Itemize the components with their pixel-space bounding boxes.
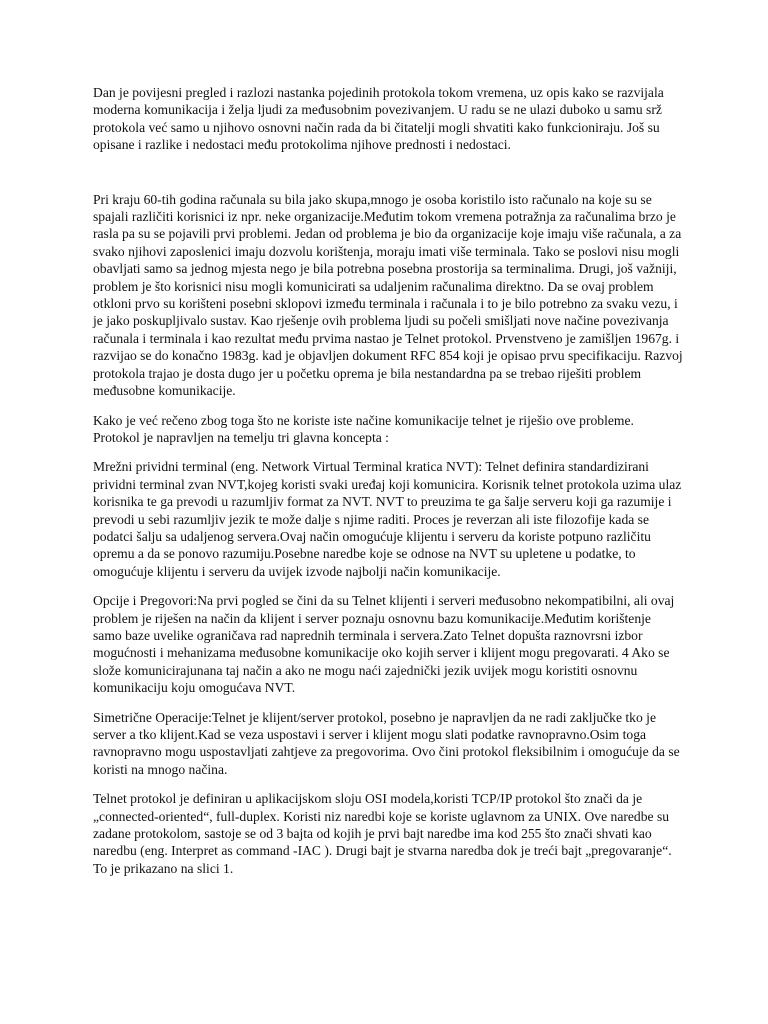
- paragraph-symmetric: Simetrične Operacije:Telnet je klijent/server protokol, posebno je napravljen da ne radi zaključke tko je server a tko klijent.Kad se veza uspostavi i server i klijent mogu slati podatke ravnopravno.Osim toga ravnopravno mogu uspostavljati zahtjeve za pregovorima. Ovo čini protokol fleksibilnim i omogućuje da se koristi na mnogo načina.: [93, 709, 680, 777]
- paragraph-intro: Dan je povijesni pregled i razlozi nastanka pojedinih protokola tokom vremena, uz opis kako se razvijala moderna komunikacija i želja ljudi za međusobnim povezivanjem. U radu se ne ulazi duboko u samu srž protokola već samo u njihovo osnovni način rada da bi čitatelji mogli shvatiti kako funkcioniraju. Još su opisane i razlike i nedostaci među protokolima njihove prednosti i nedostaci.: [93, 85, 664, 153]
- paragraph-options: Opcije i Pregovori:Na prvi pogled se čini da su Telnet klijenti i serveri međusobno nekompatibilni, ali ovaj problem je riješen na način da klijent i server poznaju osnovnu bazu komunikacije.Međutim korištenje samo baze uvelike ograničava rad naprednih terminala i servera.Zato Telnet dopušta raznovrsni izbor mogućnosti i mehanizama međusobne komunikacije oko kojih server i klijent mogu pregovarati. 4 Ako se slože komunicirajunana taj način a ako ne mogu naći zajednički jezik uvijek mogu koristiti osnovnu komunikaciju koju omogućava NVT.: [93, 593, 675, 696]
- paragraph-protocol: Telnet protokol je definiran u aplikacijskom sloju OSI modela,koristi TCP/IP protokol što znači da je „connected-oriented“, full-duplex. Koristi niz naredbi koje se koriste uglavnom za UNIX. Ove naredbe su zadane protokolom, sastoje se od 3 bajta od kojih je prvi bajt naredbe ima kod 255 što znači shvati kao naredbu (eng. Interpret as command -IAC ). Drugi bajt je stvarna naredba dok je treći bajt „pregovaranje“. To je prikazano na slici 1.: [93, 791, 672, 876]
- paragraph-concepts: Kako je već rečeno zbog toga što ne koriste iste načine komunikacije telnet je riješio ove probleme. Protokol je napravljen na temelju tri glavna koncepta :: [93, 412, 634, 445]
- paragraph-nvt: Mrežni prividni terminal (eng. Network Virtual Terminal kratica NVT): Telnet definira standardizirani prividni terminal zvan NVT,kojeg koristi svaki uređaj koji komunicira. Korisnik telnet protokola uzima ulaz korisnika te ga prevodi u razumljiv format za NVT. NVT to preuzima te ga šalje serveru koji ga razumije i prevodi u sebi razumljiv jezik te može dalje s njime raditi. Proces je reverzan ali iste filozofije kada se podatci šalju sa udaljenog servera.Ovaj način omogućuje klijentu i serveru da koriste potpuno različitu opremu a da se ponovo razumiju.Posebne naredbe koje se odnose na NVT su upletene u podatke, to omogućuje klijentu i serveru da uvijek izvode najbolji način komunikacije.: [93, 459, 682, 579]
- document-page: [93, 84, 683, 889]
- paragraph-history: Pri kraju 60-tih godina računala su bila jako skupa,mnogo je osoba koristilo isto računalo na koje su se spajali različiti korisnici iz npr. neke organizacije.Međutim tokom vremena potražnja za računalima brzo je rasla pa su se pojavili prvi problemi. Jedan od problema je bio da organizacije koje imaju više računala, a za svako njihovi zaposlenici imaju dozvolu korištenja, moraju imati više terminala. Tako se poslovi nisu mogli obavljati samo sa jednog mjesta nego je bila potrebna posebna prostorija sa terminalima. Drugi, još važniji, problem je što korisnici nisu mogli komunicirati sa udaljenim računalima direktno. Da se ovaj problem otkloni prvo su korišteni posebni sklopovi između terminala i računala i to je bilo potrebno za svaku vezu, i je jako poskupljivalo sustav. Kao rješenje ovih problema ljudi su počeli smišljati nove načine povezivanja računala i terminala i kao rezultat među prvima nastao je Telnet protokol. Prvenstveno je zamišljen 1967g. i razvijao se do konačno 1983g. kad je objavljen dokument RFC 854 koji je opisao prvu specifikaciju. Razvoj protokola trajao je dosta dugo jer u početku oprema je bila nestandardna pa se trebao riješiti problem međusobne komunikacije.: [93, 191, 683, 399]
